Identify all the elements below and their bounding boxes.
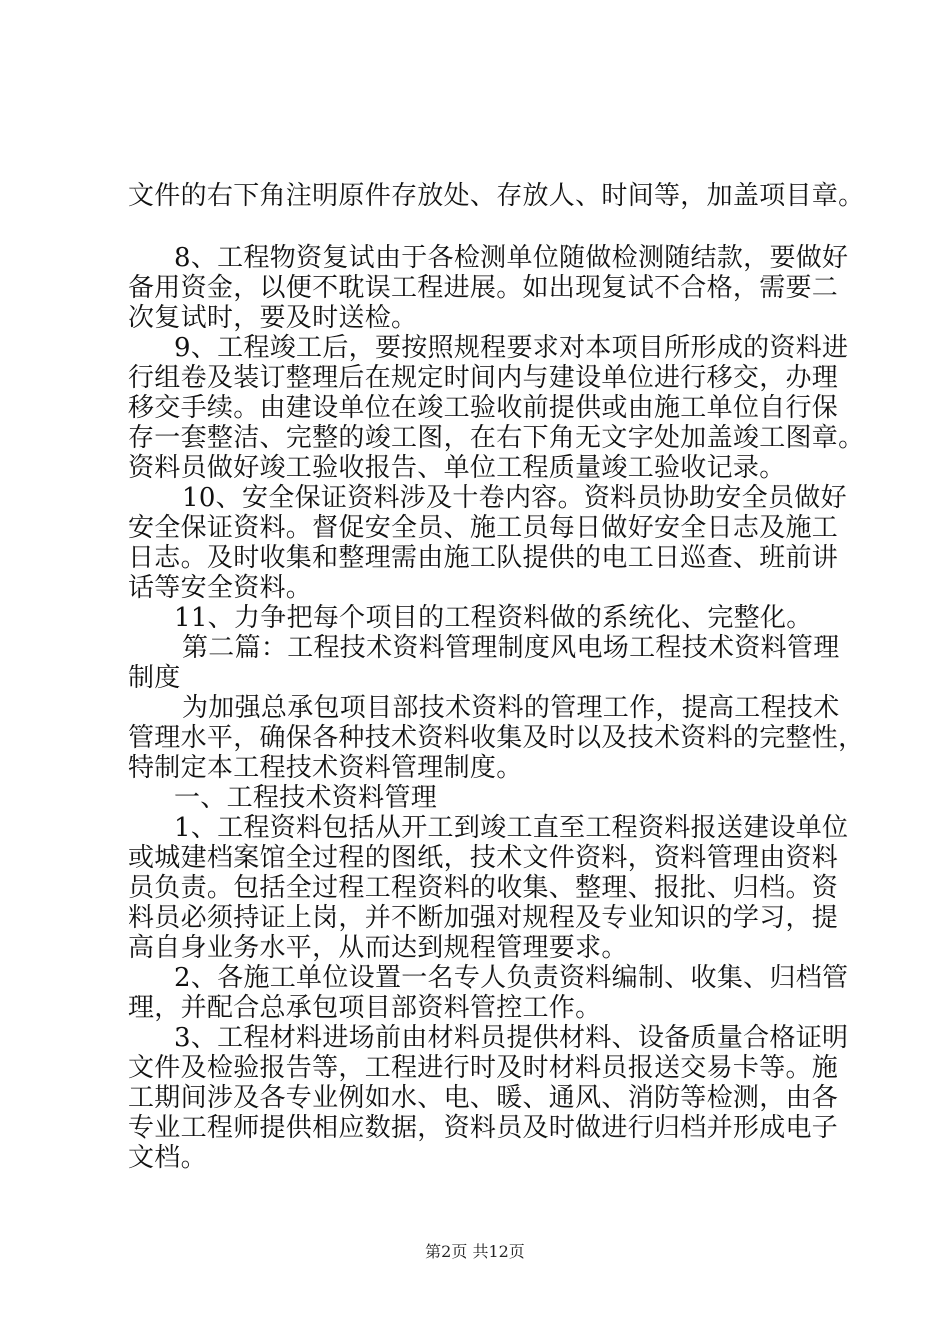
text-line: 管理水平，确保各种技术资料收集及时以及技术资料的完整性， (128, 723, 865, 753)
text-line: 备用资金，以便不耽误工程进展。如出现复试不合格，需要二 (128, 273, 839, 303)
text-line: 3、工程材料进场前由材料员提供材料、设备质量合格证明 (174, 1023, 849, 1053)
text-line: 为加强总承包项目部技术资料的管理工作，提高工程技术 (182, 693, 840, 723)
section-heading: 第二篇：工程技术资料管理制度风电场工程技术资料管理 (182, 633, 840, 663)
subsection-heading: 一、工程技术资料管理 (174, 783, 438, 813)
text-line: 移交手续。由建设单位在竣工验收前提供或由施工单位自行保 (128, 393, 839, 423)
text-line: 8、工程物资复试由于各检测单位随做检测随结款，要做好 (174, 243, 849, 273)
text-line: 日志。及时收集和整理需由施工队提供的电工日巡查、班前讲 (128, 543, 839, 573)
text-line: 11、力争把每个项目的工程资料做的系统化、完整化。 (174, 603, 813, 633)
text-line: 安全保证资料。督促安全员、施工员每日做好安全日志及施工 (128, 513, 839, 543)
text-line: 话等安全资料。 (128, 573, 313, 603)
text-line: 专业工程师提供相应数据，资料员及时做进行归档并形成电子 (128, 1113, 839, 1143)
text-line: 1、工程资料包括从开工到竣工直至工程资料报送建设单位 (174, 813, 849, 843)
text-line: 文件及检验报告等，工程进行时及时材料员报送交易卡等。施 (128, 1053, 839, 1083)
text-line: 特制定本工程技术资料管理制度。 (128, 753, 523, 783)
text-line: 资料员做好竣工验收报告、单位工程质量竣工验收记录。 (128, 453, 786, 483)
text-line: 9、工程竣工后，要按照规程要求对本项目所形成的资料进 (174, 333, 849, 363)
text-line: 员负责。包括全过程工程资料的收集、整理、报批、归档。资 (128, 873, 839, 903)
text-line: 理，并配合总承包项目部资料管控工作。 (128, 993, 602, 1023)
text-line: 2、各施工单位设置一名专人负责资料编制、收集、归档管 (174, 963, 849, 993)
text-line: 行组卷及装订整理后在规定时间内与建设单位进行移交，办理 (128, 363, 839, 393)
text-line: 存一套整洁、完整的竣工图，在右下角无文字处加盖竣工图章。 (128, 423, 865, 453)
text-line: 高自身业务水平，从而达到规程管理要求。 (128, 933, 628, 963)
section-heading: 制度 (128, 663, 181, 693)
text-line: 工期间涉及各专业例如水、电、暖、通风、消防等检测，由各 (128, 1083, 839, 1113)
text-line: 文件的右下角注明原件存放处、存放人、时间等，加盖项目章。 (128, 181, 865, 211)
text-line: 文档。 (128, 1143, 207, 1173)
text-line: 次复试时，要及时送检。 (128, 303, 418, 333)
text-line: 10、安全保证资料涉及十卷内容。资料员协助安全员做好 (182, 483, 847, 513)
page-footer: 第2页 共12页 (425, 1242, 525, 1261)
text-line: 料员必须持证上岗，并不断加强对规程及专业知识的学习，提 (128, 903, 839, 933)
text-line: 或城建档案馆全过程的图纸，技术文件资料，资料管理由资料 (128, 843, 839, 873)
